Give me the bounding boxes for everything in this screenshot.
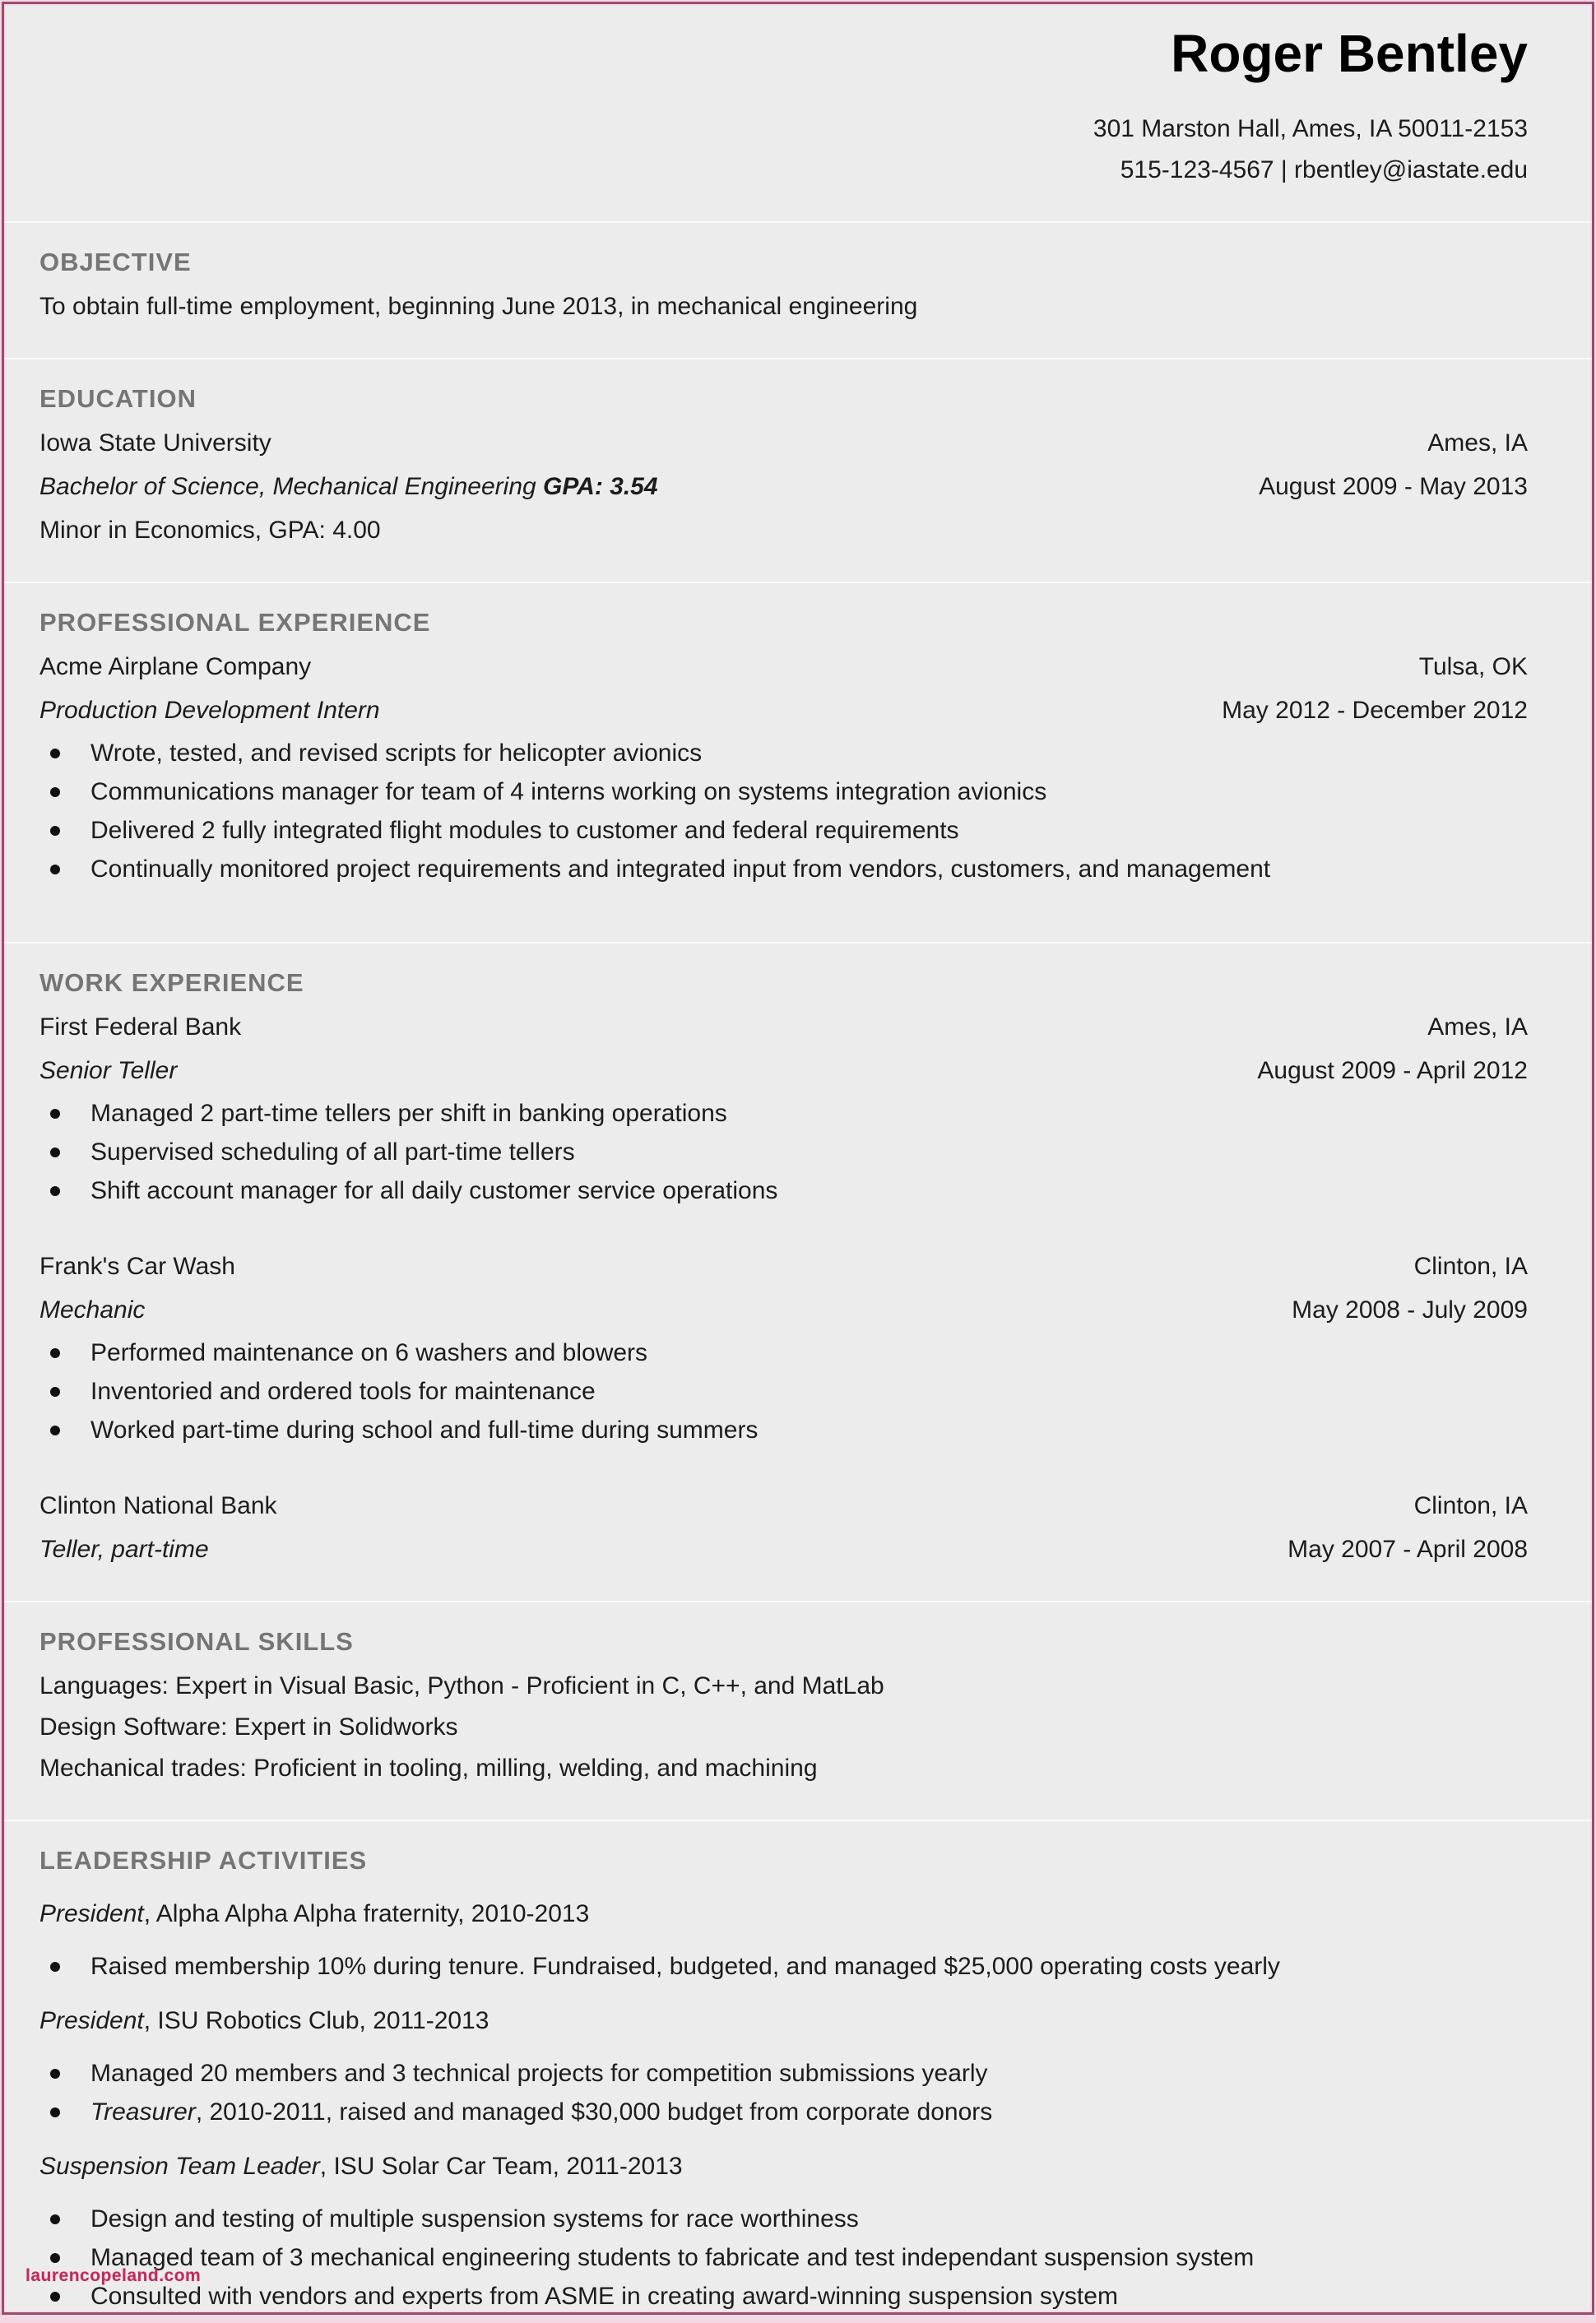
- degree-gpa: GPA: 3.54: [543, 473, 658, 500]
- leadership-org: , ISU Robotics Club, 2011-2013: [143, 2007, 489, 2034]
- job-bullets: [39, 1338, 1528, 1445]
- skill-line-languages: Languages: Expert in Visual Basic, Python - Proficient in C, C++, and MatLab: [39, 1672, 884, 1699]
- job-location: Ames, IA: [1427, 1013, 1528, 1041]
- school-location: Ames, IA: [1427, 429, 1528, 457]
- section-education-heading: EDUCATION: [39, 384, 197, 413]
- section-education: [4, 358, 1592, 545]
- bullet-item: Design and testing of multiple suspension systems for race worthiness: [39, 2205, 1528, 2234]
- bullet-item: Raised membership 10% during tenure. Fundraised, budgeted, and managed $25,000 operating costs yearly: [39, 1952, 1528, 1982]
- leadership-entry-title: [39, 2152, 1528, 2182]
- bullet-item: Managed 2 part-time tellers per shift in banking operations: [39, 1099, 1528, 1129]
- skill-line-mechanical-trades: Mechanical trades: Proficient in tooling, milling, welding, and machining: [39, 1755, 818, 1782]
- leadership-entry-robotics: [39, 2006, 1528, 2127]
- company-name: Clinton National Bank: [39, 1492, 277, 1519]
- candidate-name: Roger Bentley: [1171, 24, 1528, 83]
- company-name: Frank's Car Wash: [39, 1253, 235, 1280]
- objective-text: To obtain full-time employment, beginning June 2013, in mechanical engineering: [39, 293, 918, 320]
- bullet-item: Treasurer, 2010-2011, raised and managed $30,000 budget from corporate donors: [39, 2098, 1528, 2127]
- job-franks-car-wash: [39, 1252, 1528, 1445]
- school-name: Iowa State University: [39, 429, 271, 457]
- job-location: Clinton, IA: [1413, 1253, 1528, 1280]
- job-first-federal-bank: [39, 1013, 1528, 1206]
- job-title-row: [39, 696, 1528, 726]
- section-professional-skills: [4, 1601, 1592, 1783]
- bullet-item: Managed 20 members and 3 technical projects for competition submissions yearly: [39, 2059, 1528, 2089]
- education-school-row: [39, 429, 1528, 458]
- job-dates: August 2009 - April 2012: [1257, 1057, 1528, 1084]
- job-location: Clinton, IA: [1413, 1492, 1528, 1519]
- job-company-row: [39, 1491, 1528, 1521]
- bullet-item: Supervised scheduling of all part-time tellers: [39, 1138, 1528, 1167]
- bullet-item: Managed team of 3 mechanical engineering students to fabricate and test independant suspension system: [39, 2243, 1528, 2273]
- job-bullets: [39, 739, 1528, 884]
- leadership-role: President: [39, 1900, 144, 1927]
- bullet-item: Inventoried and ordered tools for maintenance: [39, 1377, 1528, 1407]
- job-title-row: [39, 1056, 1528, 1086]
- job-company-row: [39, 652, 1528, 682]
- bullet-item: Communications manager for team of 4 interns working on systems integration avionics: [39, 777, 1528, 807]
- leadership-role: President: [39, 2007, 144, 2034]
- candidate-contact: 515-123-4567 | rbentley@iastate.edu: [1120, 156, 1528, 183]
- section-professional-experience-heading: PROFESSIONAL EXPERIENCE: [39, 608, 431, 637]
- skill-line-design-software: Design Software: Expert in Solidworks: [39, 1713, 458, 1741]
- leadership-role: Suspension Team Leader: [39, 2153, 320, 2180]
- company-name: First Federal Bank: [39, 1013, 242, 1041]
- leadership-bullets: [39, 2059, 1528, 2127]
- section-professional-skills-heading: PROFESSIONAL SKILLS: [39, 1627, 354, 1656]
- education-minor-row: [39, 516, 1528, 545]
- company-name: Acme Airplane Company: [39, 653, 312, 680]
- section-work-experience-heading: WORK EXPERIENCE: [39, 968, 304, 997]
- leadership-entry-fraternity: [39, 1899, 1528, 1982]
- bullet-item: Continually monitored project requirements and integrated input from vendors, customers, and management: [39, 855, 1528, 884]
- leadership-bullets: [39, 1952, 1528, 1982]
- degree-line: [39, 472, 658, 502]
- section-objective-heading: OBJECTIVE: [39, 248, 192, 276]
- candidate-address: 301 Marston Hall, Ames, IA 50011-2153: [1093, 115, 1528, 142]
- job-title: Mechanic: [39, 1296, 146, 1324]
- job-title: Senior Teller: [39, 1057, 178, 1084]
- leadership-entry-solar-car: [39, 2152, 1528, 2311]
- job-title: Production Development Intern: [39, 697, 380, 724]
- job-acme: [39, 652, 1528, 884]
- minor-line: Minor in Economics, GPA: 4.00: [39, 517, 381, 544]
- section-leadership-activities: [4, 1820, 1592, 2311]
- leadership-entry-title: [39, 1899, 1528, 1929]
- education-degree-row: [39, 472, 1528, 502]
- job-bullets: [39, 1099, 1528, 1206]
- job-company-row: [39, 1252, 1528, 1282]
- section-leadership-activities-heading: LEADERSHIP ACTIVITIES: [39, 1846, 368, 1875]
- bullet-item: Consulted with vendors and experts from ASME in creating award-winning suspension system: [39, 2282, 1528, 2311]
- job-company-row: [39, 1013, 1528, 1042]
- section-objective: [4, 221, 1592, 322]
- section-professional-experience: [4, 582, 1592, 884]
- section-work-experience: [4, 942, 1592, 1565]
- bullet-item: Shift account manager for all daily customer service operations: [39, 1176, 1528, 1206]
- job-clinton-national-bank: [39, 1491, 1528, 1565]
- job-title: Teller, part-time: [39, 1536, 209, 1563]
- bullet-item: Delivered 2 fully integrated flight modules to customer and federal requirements: [39, 816, 1528, 846]
- degree-dates: August 2009 - May 2013: [1259, 473, 1528, 500]
- resume-page: [2, 2, 1594, 2315]
- leadership-org: , Alpha Alpha Alpha fraternity, 2010-2013: [143, 1900, 590, 1927]
- leadership-entry-title: [39, 2006, 1528, 2036]
- job-dates: May 2007 - April 2008: [1287, 1536, 1528, 1563]
- job-location: Tulsa, OK: [1418, 653, 1528, 680]
- degree-name: Bachelor of Science, Mechanical Engineering: [39, 473, 544, 500]
- job-dates: May 2008 - July 2009: [1292, 1296, 1528, 1324]
- bullet-item: Wrote, tested, and revised scripts for helicopter avionics: [39, 739, 1528, 768]
- site-watermark: laurencopeland.com: [26, 2266, 202, 2285]
- leadership-bullets: [39, 2205, 1528, 2311]
- bullet-item: Worked part-time during school and full-time during summers: [39, 1416, 1528, 1445]
- bullet-item: Performed maintenance on 6 washers and blowers: [39, 1338, 1528, 1368]
- leadership-org: , ISU Solar Car Team, 2011-2013: [319, 2153, 683, 2180]
- job-title-row: [39, 1296, 1528, 1325]
- job-title-row: [39, 1535, 1528, 1565]
- resume-header: [39, 4, 1528, 185]
- job-dates: May 2012 - December 2012: [1222, 697, 1528, 724]
